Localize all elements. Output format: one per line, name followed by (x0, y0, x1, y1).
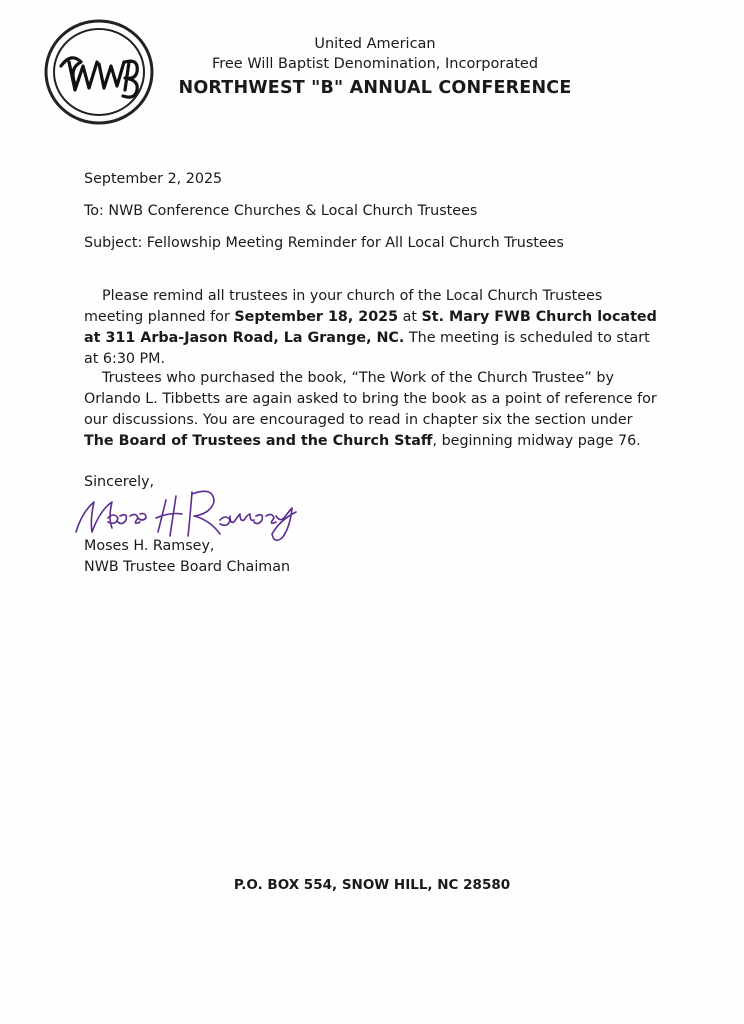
meeting-location: St. Mary FWB Church located at 311 Arba-Jason Road, La Grange, NC. (84, 309, 657, 346)
letter-recipient: To: NWB Conference Churches & Local Church Trustees (84, 203, 478, 219)
paragraph-meeting-details (84, 286, 664, 370)
letterhead (160, 34, 590, 101)
footer-address: P.O. BOX 554, SNOW HILL, NC 28580 (233, 877, 511, 893)
letterhead-title: NORTHWEST "B" ANNUAL CONFERENCE (178, 78, 572, 98)
signer-title: NWB Trustee Board Chaiman (84, 559, 291, 575)
signer-name: Moses H. Ramsey, (84, 538, 215, 554)
letter-closing: Sincerely, (84, 474, 155, 490)
book-section-title: The Board of Trustees and the Church Staff (84, 433, 433, 449)
meeting-date: September 18, 2025 (234, 309, 399, 325)
letterhead-line-2: Free Will Baptist Denomination, Incorporated (211, 56, 539, 72)
letterhead-line-1: United American (314, 36, 436, 52)
paragraph-1-text-a: Please remind all trustees in your church of the Local Church Trustees meeting planned for (84, 288, 603, 325)
paragraph-1-text-c: The meeting is scheduled to start at 6:30 PM. (84, 330, 650, 367)
paragraph-1-text-b: at (398, 309, 422, 325)
paragraph-2-text-b: , beginning midway page 76. (432, 433, 641, 449)
nwb-seal-logo (43, 18, 155, 126)
paragraph-book-reminder (84, 368, 664, 452)
letter-date: September 2, 2025 (84, 171, 223, 187)
letter-subject: Subject: Fellowship Meeting Reminder for All Local Church Trustees (84, 235, 564, 251)
paragraph-2-text-a: Trustees who purchased the book, “The Work of the Church Trustee” by Orlando L. Tibbetts are again asked to bring the book as a point of reference for our discussions. You are encouraged to read in chapter six the section under (84, 370, 657, 428)
